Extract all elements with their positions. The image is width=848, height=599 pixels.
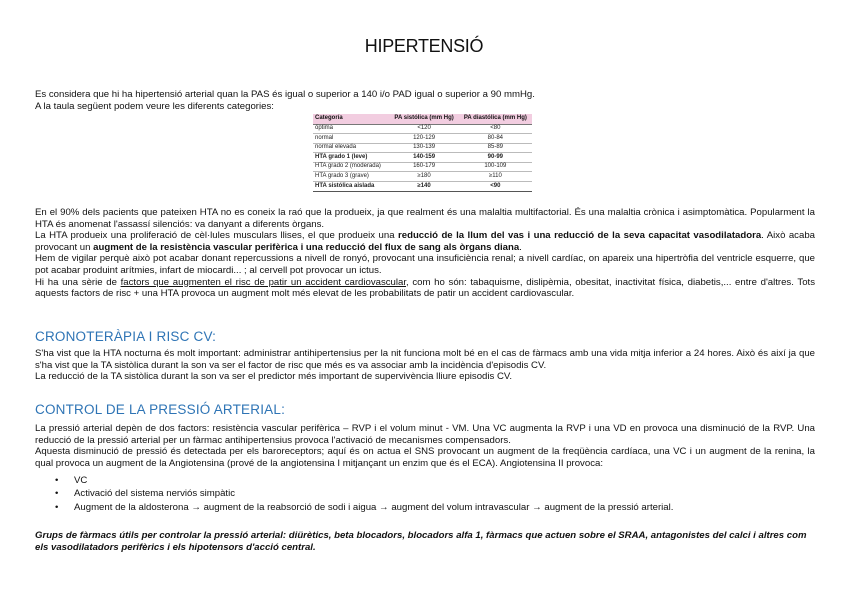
paragraph-risk-factors — [35, 277, 815, 300]
table-cell: 140-159 — [389, 153, 458, 163]
table-row — [313, 124, 532, 134]
paragraph-baroreceptors: Aquesta disminució de pressió és detectada per els baroreceptors; aquí és on actua el SNS provocant un augment de la freqüència cardíaca, una VC i un augment de la renina, la qual provoca un augment de la Angiotensina (prové de la angiotensina I mitjançant un enzim que és el ECA). Angiotensina II provoca: — [35, 446, 815, 469]
table-header-diastolic: PA diastólica (mm Hg) — [459, 114, 532, 124]
table-cell: normal — [313, 134, 389, 144]
bold-text: augment de la resistència vascular perifèrica i una reducció del flux de sang als òrgans diana — [93, 241, 520, 253]
table-cell: óptima — [313, 124, 389, 134]
paragraph-pressure-factors: La pressió arterial depèn de dos factors: resistència vascular perifèrica – RVP i el volum minut - VM. Una VC augmenta la RVP i una VD en provoca una disminució de la RVP. Una reducció de la pressió arterial per un fàrmac antihipertensius provoca l'activació de mecanismes compensadors. — [35, 423, 815, 446]
section-cronoterapia-text — [35, 348, 815, 383]
intro-line-2: A la taula següent podem veure les diferents categories: — [35, 100, 274, 112]
table-cell: HTA sistólica aislada — [313, 182, 389, 192]
table-cell: normal elevada — [313, 143, 389, 153]
table-row — [313, 143, 532, 153]
table-cell: ≥140 — [389, 182, 458, 192]
table-cell: <90 — [459, 182, 532, 192]
table-cell: HTA grado 1 (leve) — [313, 153, 389, 163]
conclusion-text: Grups de fàrmacs útils per controlar la pressió arterial: diürètics, beta blocadors, blocadors alfa 1, fàrmacs que actuen sobre el SRAA, antagonistes del calci i altres com els vasodilatadors perifèrics i els hipotensors d'acció central. — [35, 530, 807, 553]
table-header-category: Categoría — [313, 114, 389, 124]
section-heading-control: CONTROL DE LA PRESSIÓ ARTERIAL: — [35, 402, 286, 417]
table-row — [313, 162, 532, 172]
table-row — [313, 134, 532, 144]
body-paragraphs — [35, 207, 815, 300]
table-cell: <80 — [459, 124, 532, 134]
list-item: • VC — [55, 474, 673, 487]
paragraph-sleep-ta: La reducció de la TA sistòlica durant la son va ser el predictor més important de supervivència lliure episodis CV. — [35, 371, 513, 383]
section-heading-cronoterapia: CRONOTERÀPIA I RISC CV: — [35, 329, 217, 344]
paragraph-nocturnal-hta: S'ha vist que la HTA nocturna és molt important: administrar antihipertensius per la nit funciona molt bé en el cas de fàrmacs amb una vida mitja inferior a 24 hores. Això és així ja que s'ha vist que la TA sistòlica durant la son va ser el factor de risc que més es va associar amb la incidència d'episodis CV. — [35, 348, 815, 371]
text-run: . — [519, 241, 522, 253]
table-row — [313, 172, 532, 182]
table-cell: 120-129 — [389, 134, 458, 144]
table-cell: HTA grado 3 (grave) — [313, 172, 389, 182]
table-header-systolic: PA sistólica (mm Hg) — [389, 114, 458, 124]
table-cell: 160-179 — [389, 162, 458, 172]
paragraph-multifactorial: En el 90% dels pacients que pateixen HTA no es coneix la raó que la produeix, ja que realment és una malaltia multifactorial. És una malaltia crònica i asimptomàtica. Popularment la HTA és anomenat l'assassí silenciós: va danyant a diferents òrgans. — [35, 207, 815, 230]
table-cell: 90-99 — [459, 153, 532, 163]
bp-category-table — [313, 114, 532, 192]
list-item: • Activació del sistema nerviós simpàtic — [55, 487, 673, 500]
table-cell: 80-84 — [459, 134, 532, 144]
section-control-text — [35, 423, 815, 469]
bold-text: reducció de la llum del vas i una reducció de la seva capacitat vasodilatadora — [398, 230, 762, 242]
paragraph-repercussions: Hem de vigilar perquè això pot acabar donant repercussions a nivell de ronyó, provocant una insuficiència renal; a nivell cardíac, on apareix una hipertròfia del ventricle esquerre, que pot acabar produint arítmies, infart de miocardi... ; al cervell pot provocar un ictus. — [35, 253, 815, 276]
table-cell: 130-139 — [389, 143, 458, 153]
angiotensin-effects-list — [55, 474, 673, 514]
table-cell: ≥110 — [459, 172, 532, 182]
text-run: . Això acaba provocant un — [35, 230, 815, 253]
text-run: Hi ha una sèrie de — [35, 276, 121, 288]
intro-line-1: Es considera que hi ha hipertensió arterial quan la PAS és igual o superior a 140 i/o PAD igual o superior a 90 mmHg. — [35, 89, 535, 100]
list-item: • Augment de la aldosterona → augment de la reabsorció de sodi i aigua → augment del volum intravascular → augment de la pressió arterial. — [55, 501, 673, 514]
text-run: , com ho són: tabaquisme, dislipèmia, obesitat, inactivitat física, diabetis,... entre d'altres. Tots aquests factors de risc + una HTA provoca un augment molt més elevat de les probabilitats de patir un accident cardiovascular. — [35, 276, 816, 300]
table-header-row — [313, 114, 532, 124]
text-run: La HTA produeix una proliferació de cèl·lules musculars llises, el que produeix una — [35, 230, 399, 242]
page-title: HIPERTENSIÓ — [364, 36, 484, 56]
paragraph-proliferation — [35, 230, 815, 253]
table-cell: 100-109 — [459, 162, 532, 172]
table-cell: HTA grado 2 (moderada) — [313, 162, 389, 172]
table-cell: ≥180 — [389, 172, 458, 182]
table-cell: <120 — [389, 124, 458, 134]
underlined-text: factors que augmenten el risc de patir un accident cardiovascular — [120, 276, 407, 288]
table-row — [313, 182, 532, 192]
table-row — [313, 153, 532, 163]
intro-text — [35, 89, 815, 112]
table-cell: 85-89 — [459, 143, 532, 153]
